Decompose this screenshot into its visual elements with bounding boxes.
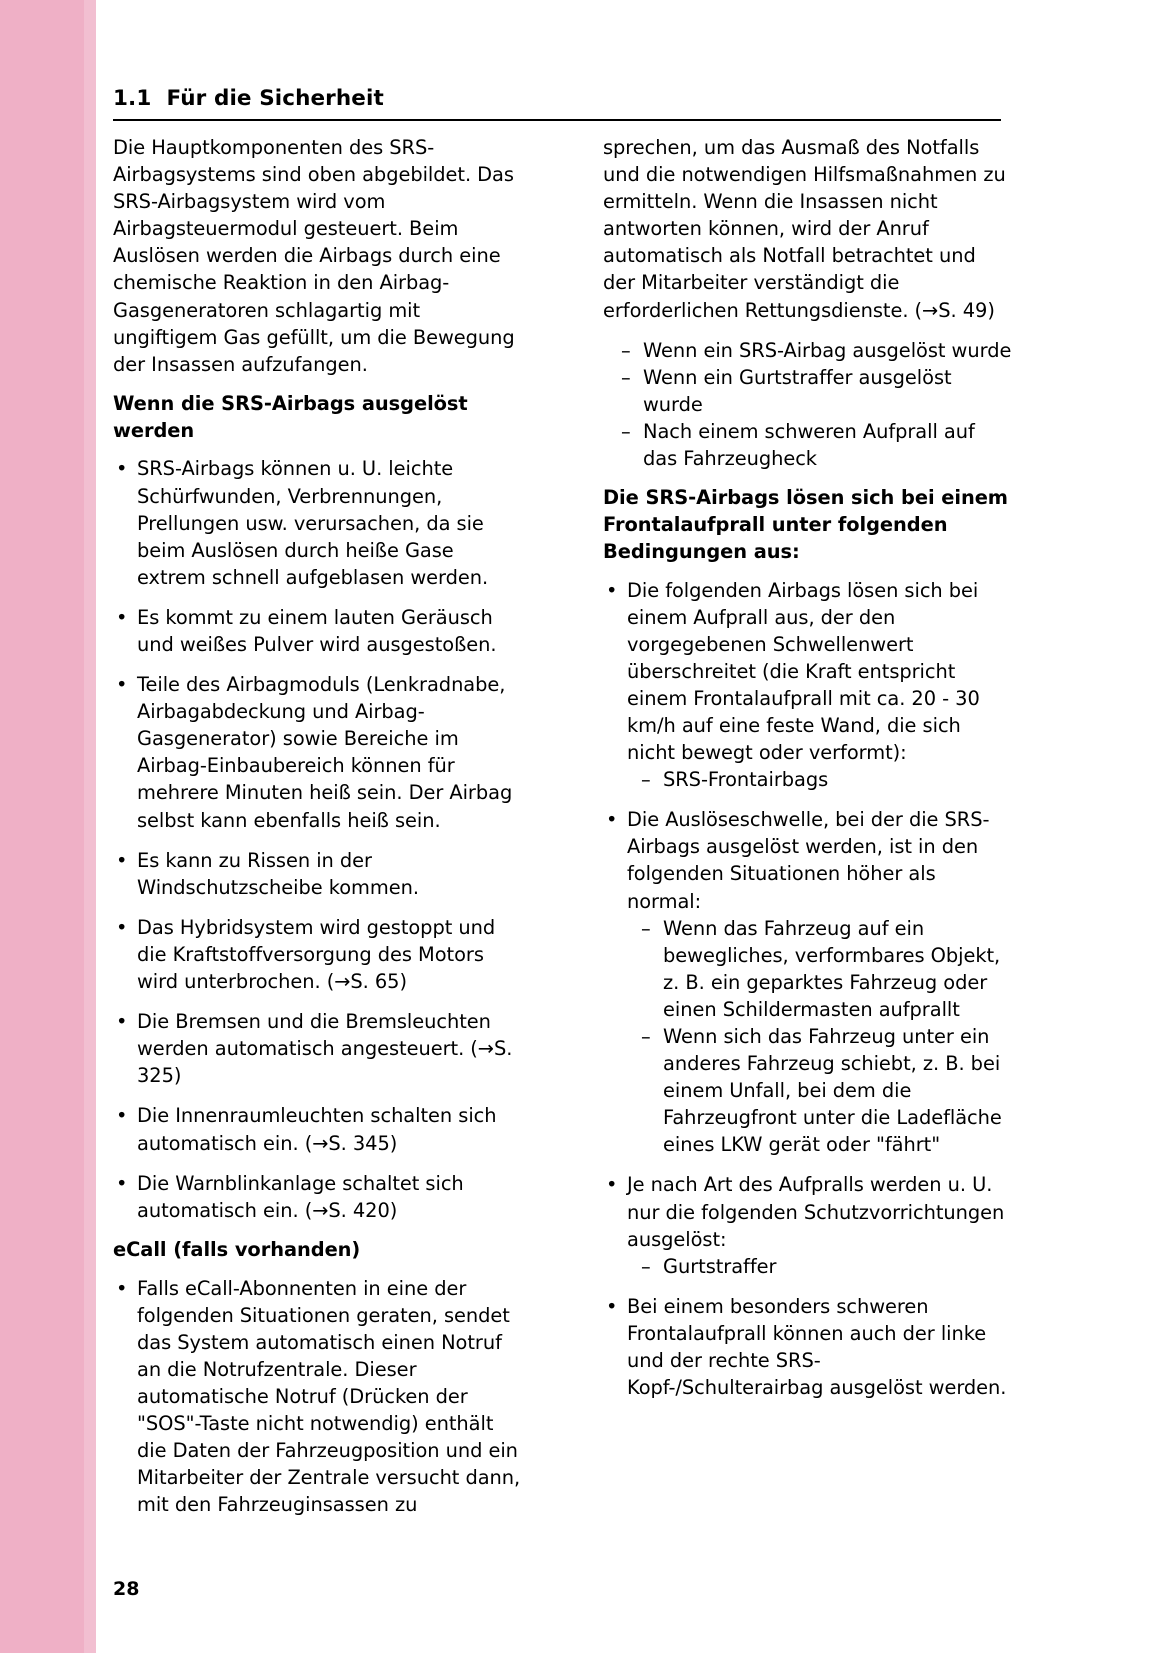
list-item	[603, 577, 1013, 794]
list-item-text: Das Hybridsystem wird gestoppt und die Kraftstoffversorgung des Motors wird unterbrochen. (→S. 65)	[137, 915, 496, 994]
dash-marker-icon: –	[641, 768, 651, 792]
section-heading-ecall: eCall (falls vorhanden)	[113, 1237, 361, 1261]
list-item-text: Es kann zu Rissen in der Windschutzscheibe kommen.	[137, 848, 419, 899]
dash-marker-icon: –	[621, 419, 631, 443]
page-edge-tab	[0, 0, 84, 1653]
header-divider	[113, 119, 1001, 121]
list-item	[603, 806, 1013, 1158]
bullet-marker-icon: •	[606, 1294, 618, 1318]
bullet-marker-icon: •	[116, 457, 128, 481]
intro-paragraph: Die Hauptkomponenten des SRS-Airbagsystems sind oben abgebildet. Das SRS-Airbagsystem wird vom Airbagsteuermodul gesteuert. Beim Auslösen werden die Airbags durch eine chemische Reaktion in den Airbag-Gasgeneratoren schlagartig mit ungiftigem Gas gefüllt, um die Bewegung der Insassen aufzufangen.	[113, 136, 515, 376]
list-item-text: Die Auslöseschwelle, bei der die SRS-Airbags ausgelöst werden, ist in den folgenden Situationen höher als normal:	[627, 808, 990, 913]
bullet-marker-icon: •	[116, 1276, 128, 1300]
list-item-text: Wenn sich das Fahrzeug unter ein anderes Fahrzeug schiebt, z. B. bei einem Unfall, bei dem die Fahrzeugfront unter die Ladefläche eines LKW gerät oder "fährt"	[663, 1025, 1002, 1157]
bullet-marker-icon: •	[606, 1173, 618, 1197]
list-item	[113, 455, 525, 590]
page-content	[113, 0, 1013, 1653]
list-item-text: Falls eCall-Abonnenten in eine der folgenden Situationen geraten, sendet das System automatisch einen Notruf an die Notrufzentrale. Dieser automatische Notruf (Drücken der "SOS"-Taste nicht notwendig) enthält die Daten der Fahrzeugposition und ein Mitarbeiter der Zentrale versucht dann, mit den Fahrzeuginsassen zu	[137, 1276, 521, 1517]
list-item-text: Die Warnblinkanlage schaltet sich automatisch ein. (→S. 420)	[137, 1171, 464, 1222]
list-item-text: Es kommt zu einem lauten Geräusch und weißes Pulver wird ausgestoßen.	[137, 605, 497, 656]
bullet-marker-icon: •	[116, 673, 128, 697]
list-item	[113, 847, 525, 901]
list-item	[113, 1102, 525, 1156]
list-item	[641, 1253, 1013, 1280]
bullet-marker-icon: •	[606, 808, 618, 832]
dash-sublist	[641, 915, 1013, 1159]
page-title: 1.1 Für die Sicherheit	[113, 86, 384, 111]
list-item-text: Nach einem schweren Aufprall auf das Fahrzeugheck	[643, 419, 975, 471]
list-item	[113, 1275, 525, 1519]
dash-marker-icon: –	[641, 1025, 651, 1049]
section-heading-airbags-deployed: Wenn die SRS-Airbags ausgelöst werden	[113, 391, 468, 442]
list-item-text: Teile des Airbagmoduls (Lenkradnabe, Airbagabdeckung und Airbag-Gasgenerator) sowie Bereiche im Airbag-Einbaubereich können für mehrere Minuten heiß sein. Der Airbag selbst kann ebenfalls heiß sein.	[137, 673, 513, 832]
bullet-marker-icon: •	[116, 1171, 128, 1195]
dash-list-ecall-situations	[621, 337, 1013, 472]
list-item	[113, 604, 525, 658]
left-column	[113, 134, 525, 1531]
bullet-marker-icon: •	[116, 605, 128, 629]
list-item-text: Die Bremsen und die Bremsleuchten werden automatisch angesteuert. (→S. 325)	[137, 1010, 513, 1088]
dash-sublist	[641, 1253, 1013, 1280]
list-item-text: Bei einem besonders schweren Frontalaufprall können auch der linke und der rechte SRS-Kopf-/Schulterairbag ausgelöst werden.	[627, 1294, 1007, 1400]
chapter-header	[113, 86, 1001, 121]
list-item	[621, 364, 1013, 418]
bullet-list-frontal-impact	[603, 577, 1013, 1402]
list-item	[603, 1171, 1013, 1279]
list-item-text: Die folgenden Airbags lösen sich bei einem Aufprall aus, der den vorgegebenen Schwellenwert überschreitet (die Kraft entspricht einem Frontalaufprall mit ca. 20 - 30 km/h auf eine feste Wand, die sich nicht bewegt oder verformt):	[627, 578, 980, 765]
list-item	[641, 1023, 1013, 1158]
two-column-body	[113, 134, 1013, 1531]
bullet-marker-icon: •	[606, 578, 618, 602]
dash-marker-icon: –	[621, 338, 631, 362]
list-item	[113, 1008, 525, 1089]
list-item	[113, 671, 525, 834]
list-item-text: SRS-Frontairbags	[663, 768, 829, 792]
bullet-marker-icon: •	[116, 915, 128, 939]
list-item	[113, 1170, 525, 1224]
list-item-text: Gurtstraffer	[663, 1254, 777, 1278]
dash-marker-icon: –	[621, 365, 631, 389]
continued-paragraph: sprechen, um das Ausmaß des Notfalls und die notwendigen Hilfsmaßnahmen zu ermitteln. Wenn die Insassen nicht antworten können, wird der Anruf automatisch als Notfall betrachtet und der Mitarbeiter verständigt die erforderlichen Rettungsdienste. (→S. 49)	[603, 136, 1006, 322]
list-item-text: Wenn ein Gurtstraffer ausgelöst wurde	[643, 365, 952, 416]
bullet-marker-icon: •	[116, 1010, 128, 1034]
page-edge-tab-light	[84, 0, 96, 1653]
list-item-text: SRS-Airbags können u. U. leichte Schürfwunden, Verbrennungen, Prellungen usw. verursachen, da sie beim Auslösen durch heiße Gase extrem schnell aufgeblasen werden.	[137, 457, 489, 589]
list-item	[641, 915, 1013, 1023]
bullet-list-airbags-deployed	[113, 455, 525, 1223]
dash-marker-icon: –	[641, 916, 651, 940]
right-column	[603, 134, 1013, 1531]
dash-sublist	[641, 766, 1013, 793]
list-item-text: Je nach Art des Aufpralls werden u. U. nur die folgenden Schutzvorrichtungen ausgelöst:	[627, 1173, 1005, 1251]
bullet-marker-icon: •	[116, 848, 128, 872]
list-item-text: Wenn ein SRS-Airbag ausgelöst wurde	[643, 338, 1012, 362]
list-item-text: Wenn das Fahrzeug auf ein bewegliches, verformbares Objekt, z. B. ein geparktes Fahrzeug oder einen Schildermasten aufprallt	[663, 916, 1001, 1021]
list-item-text: Die Innenraumleuchten schalten sich automatisch ein. (→S. 345)	[137, 1104, 497, 1155]
dash-marker-icon: –	[641, 1254, 651, 1278]
page-number: 28	[113, 1578, 140, 1600]
list-item	[641, 766, 1013, 793]
bullet-list-ecall	[113, 1275, 525, 1519]
list-item	[621, 337, 1013, 364]
section-heading-frontal-impact: Die SRS-Airbags lösen sich bei einem Frontalaufprall unter folgenden Bedingungen aus:	[603, 486, 1008, 563]
bullet-marker-icon: •	[116, 1104, 128, 1128]
list-item	[621, 418, 1013, 472]
list-item	[113, 914, 525, 995]
list-item	[603, 1293, 1013, 1401]
